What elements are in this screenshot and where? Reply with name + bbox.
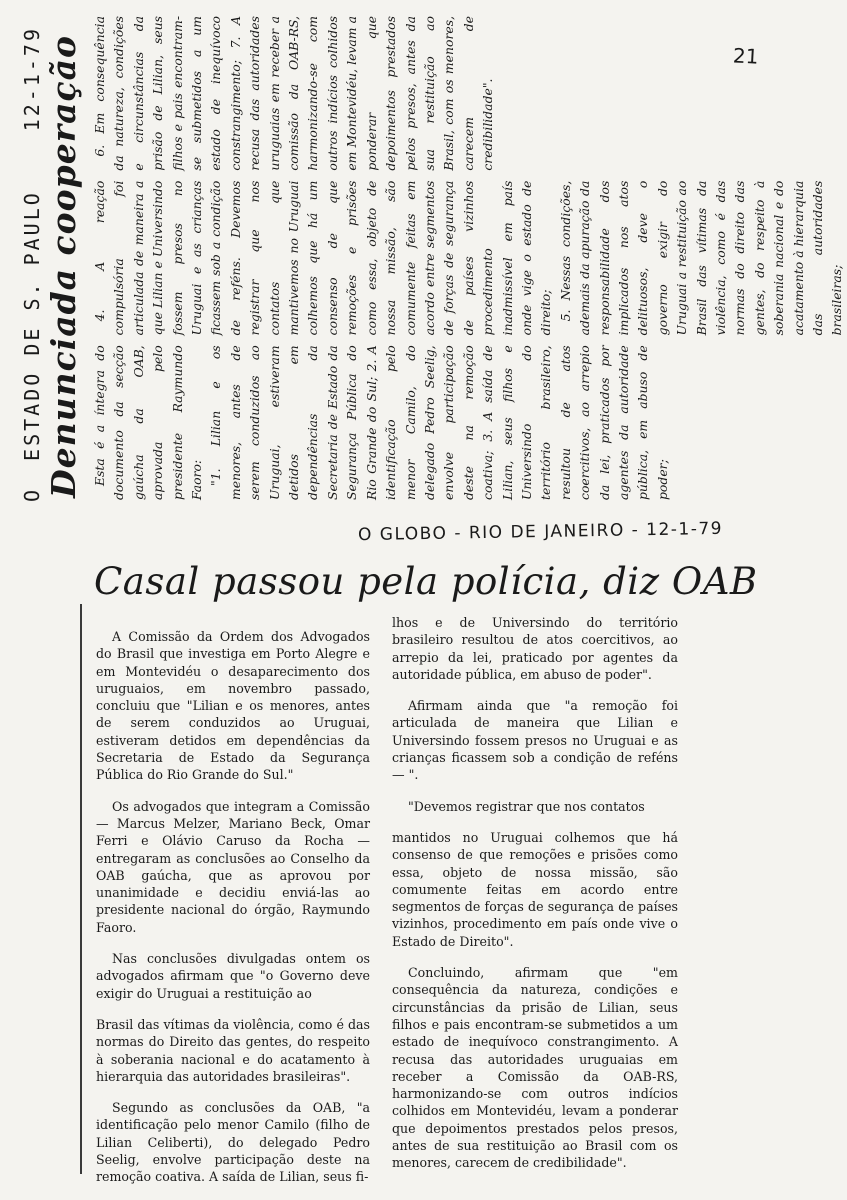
upper-paragraph: 4. A reação compulsória foi articulada de maneira a que Lilian e Universindo fossem presos no Uruguai e as crianças ficassem sob a condição de reféns. Devemos registrar que nos contatos que mantivemos no Uruguai colhemos que há um consenso de que remoções e prisões como essa, objeto de nossa missão, são comumente feitas em acordo entre segmentos de forças de segurança de países vizinhos procedimento inadmissível em país onde vige o estado de direito; [92, 180, 554, 336]
article-paragraph: "Devemos registrar que nos contatos [408, 798, 645, 814]
lower-headline: Casal passou pela polícia, diz OAB [94, 560, 758, 603]
lower-right-column [392, 614, 678, 1186]
upper-column-2 [90, 181, 847, 336]
article-paragraph: Concluindo, afirmam que "em consequência da natureza, condições e circunstâncias da prisão de Lilian, seus filhos e pais encontram-se submetidos a um estado de inequívoco constrangimento. A recusa das autoridades uruguaias em receber a Comissão da OAB-RS, harmonizando-se com outros indícios colhidos em Montevidéu, levam a ponderar que depoimentos prestados pelos presos, antes de sua restituição ao Brasil com os menores, carecem de credibilidade". [392, 965, 678, 1171]
article-paragraph: Os advogados que integram a Comissão — Marcus Melzer, Mariano Beck, Omar Ferri e Olávio Caruso da Rocha — entregaram as conclusões ao Conselho da OAB gaúcha, que as aprovou por unanimidade e decidiu enviá-las ao presidente nacional do órgão, Raymundo Faoro. [96, 798, 370, 935]
upper-paragraph: "1. Lilian e os menores, antes de serem conduzidos ao Uruguai, estiveram detidos em dependências da Secretaria de Estado da Segurança Pública do Rio Grande do Sul; 2. A identificação pelo menor Camilo, do delegado Pedro Seelig, envolve participação deste na remoção coativa; 3. A saída de Lilian, seus filhos e Universindo do território brasileiro, resultou de atos coercitivos, ao arrepio da lei, praticados por agentes da autoridade pública, em abuso de poder; [208, 345, 670, 500]
upper-source-article: O [20, 486, 44, 502]
upper-paragraph: 6. Em consequência da natureza, condições e circunstâncias da prisão de Lilian, seus filhos e pais encontram-se submetidos a um estado de inequívoco constrangimento; 7. A recusa das autoridades uruguaias em receber a comissão da OAB-RS, harmonizando-se com outros indícios colhidos em Montevidéu, levam a ponderar que depoimentos prestados pelos presos, antes da sua restituição ao Brasil, com os menores, carecem de credibilidade". [92, 15, 496, 171]
article-paragraph: Nas conclusões divulgadas ontem os advogados afirmam que "o Governo deve exigir do Uruguai a restituição ao [96, 951, 370, 1001]
article-paragraph: mantidos no Uruguai colhemos que há consenso de que remoções e prisões como essa, objeto de nossa missão, são comumente feitas em acordo entre segmentos de forças de segurança de países vizinhos, procedimento em país onde vive o Estado de Direito". [392, 829, 678, 949]
upper-source-name: ESTADO DE S. PAULO [20, 190, 44, 461]
article-paragraph: lhos e de Universindo do território brasileiro resultou de atos coercitivos, ao arrepio da lei, praticado por agentes da autoridade pública, em abuso de poder". [392, 615, 678, 682]
article-paragraph: Afirmam ainda que "a remoção foi articulada de maneira que Lilian e Universindo fossem presos no Uruguai e as crianças ficassem sob a condição de reféns — ". [392, 698, 678, 783]
page-number: 21 [731, 43, 759, 69]
upper-clipping [20, 8, 845, 538]
margin-rule [80, 604, 82, 1174]
upper-headline: Denunciada cooperação [44, 35, 83, 498]
upper-column-3 [90, 16, 847, 171]
upper-paragraph: Esta é a íntegra do documento da secção gaúcha da OAB, aprovada pelo presidente Raymundo Faoro: [92, 345, 205, 500]
upper-column-1 [90, 345, 847, 500]
article-paragraph: Segundo as conclusões da OAB, "a identificação pelo menor Camilo (filho de Lilian Celiberti), do delegado Pedro Seelig, envolve participação deste na remoção coativa. A saída de Lilian, seus fi- [96, 1100, 370, 1185]
handwritten-source-note: O GLOBO - RIO DE JANEIRO - 12-1-79 [357, 518, 724, 546]
upper-columns [84, 8, 847, 508]
upper-source-date: 12-1-79 [20, 26, 44, 132]
upper-paragraph: 5. Nessas condições, ademais da apuração da responsabilidade dos implicados nos atos delituosos, deve o governo exigir do Uruguai a restituição ao Brasil das vítimas da violência, como é das normas do direito das gentes, do respeito à soberania nacional e do acatamento à hierarquia das autoridades brasileiras; [557, 180, 845, 336]
upper-source-line [20, 8, 44, 508]
article-paragraph: A Comissão da Ordem dos Advogados do Brasil que investiga em Porto Alegre e em Montevidéu o desaparecimento dos uruguaios, em novembro passado, concluiu que "Lilian e os menores, antes de serem conduzidos ao Uruguai, estiveram detidos em dependências da Secretaria de Estado da Segurança Pública do Rio Grande do Sul." [96, 629, 370, 783]
lower-left-column [96, 628, 370, 1200]
article-paragraph: Brasil das vítimas da violência, como é das normas do Direito das gentes, do respeito à soberania nacional e do acatamento à hierarquia das autoridades brasileiras". [96, 1016, 370, 1084]
